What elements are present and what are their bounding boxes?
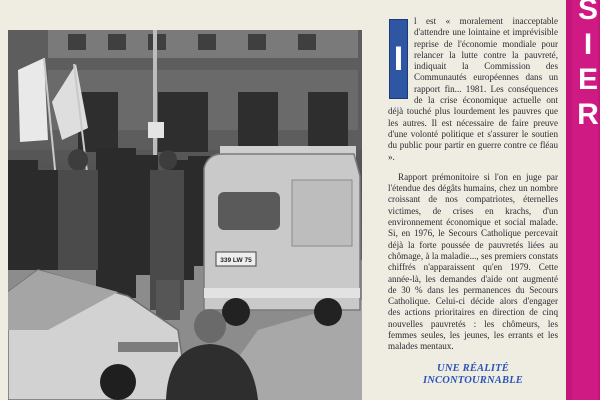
van-rear-window [218,192,280,230]
side-title-letter: E [577,63,598,96]
license-plate-text: 339 LW 75 [220,257,252,264]
lead-paragraph: l est « moralement inacceptable d'attendre une lointaine et imprévisible reprise de l'économie mondiale pour relancer la lutte contre la pauvreté, indiquait la Commission des Communautés européennes dans un rapport fin... 1981. Les conséquences de la crise économique actuelle ont déjà touché plus lourdement les pauvres que les autres. Il est nécessaire de faire preuve d'une volonté politique et s'assurer le soutien du public pour partir en guerre contre ce fléau ». [388,16,558,162]
subheading-line-2: INCONTOURNABLE [422,375,524,387]
side-title [576,0,600,132]
side-title-letter: R [577,98,599,131]
delivery-van [204,146,360,326]
lead-paragraph-block [388,16,558,163]
section-subheading [388,363,558,388]
lamp-post [153,30,157,170]
flag-left [18,58,48,142]
side-title-letter: I [583,28,593,61]
car-wheel [100,364,136,400]
side-title-letter: S [577,0,598,26]
drop-cap: I [389,19,408,99]
protester-front [58,170,98,270]
street-protest-photo [8,30,362,400]
street-sign [148,122,164,138]
second-paragraph: Rapport prémonitoire si l'on en juge par l'étendue des dégâts humains, chez un nombre croissant de nos compatriotes, éternelles victimes, de crises en krachs, d'un environnement économique et social malade. Si, en 1976, le Secours Catholique percevait déjà la forte poussée de pauvretés liées au chômage, à la maladie..., ses premiers constats chiffrés n'apparaissent qu'en 1979. Cette année-là, les demandes d'aide ont augmenté de 30 % dans les permanences du Secours Catholique. Celui-ci décide alors d'engager des actions prioritaires en direction de cinq nouvelles pauvretés : les chômeurs, les femmes seules, les jeunes, les errants et les malades mentaux. [388,171,558,352]
subheading-line-1: UNE RÉALITÉ [437,362,509,374]
van-wheel [222,298,250,326]
article-column [388,16,558,388]
photo-scene [8,30,362,400]
van-bumper [204,288,360,298]
